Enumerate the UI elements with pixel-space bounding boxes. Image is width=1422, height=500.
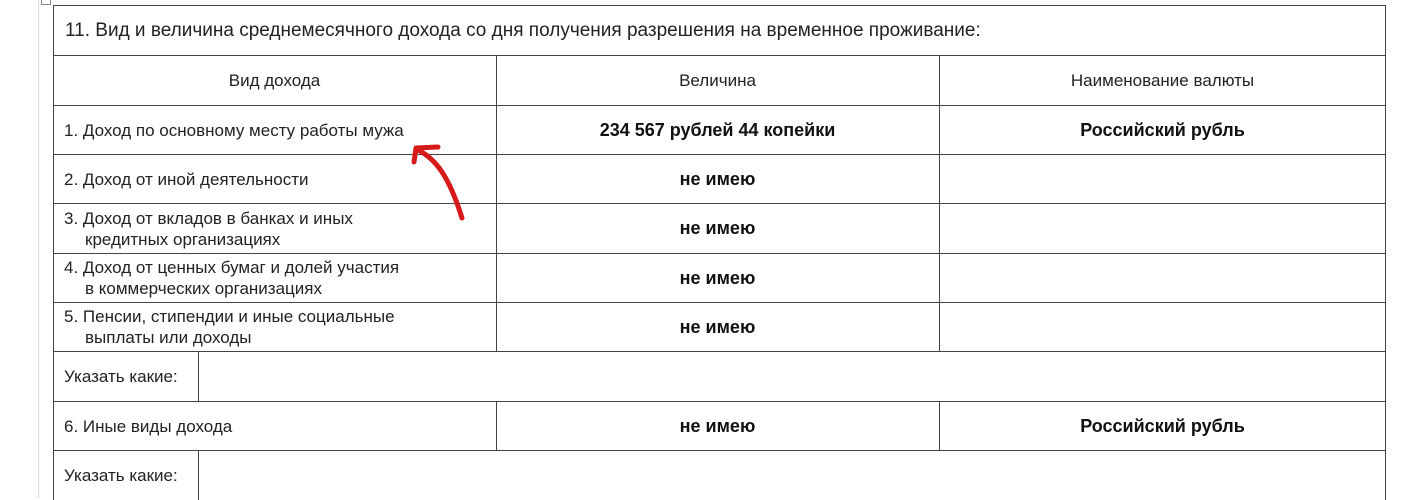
income-type-securities-line2: в коммерческих организациях bbox=[85, 279, 322, 298]
amount-securities[interactable]: не имею bbox=[679, 267, 756, 288]
anchor-icon bbox=[41, 0, 51, 5]
header-income-type: Вид дохода bbox=[228, 71, 321, 90]
income-type-pensions-line1: 5. Пенсии, стипендии и иные социальные bbox=[64, 307, 395, 326]
income-type-other-activity: 2. Доход от иной деятельности bbox=[64, 169, 309, 189]
specify-label-2: Указать какие: bbox=[64, 465, 178, 485]
income-type-deposits-line1: 3. Доход от вкладов в банках и иных bbox=[64, 208, 353, 228]
income-type-securities-line1: 4. Доход от ценных бумаг и долей участия bbox=[64, 258, 400, 277]
currency-other[interactable]: Российский рубль bbox=[1080, 415, 1245, 436]
header-currency: Наименование валюты bbox=[1070, 71, 1255, 90]
income-type-pensions-line2: выплаты или доходы bbox=[85, 328, 252, 347]
income-type-deposits-line2: кредитных организациях bbox=[85, 229, 281, 249]
currency-main-job[interactable]: Российский рубль bbox=[1080, 119, 1245, 140]
amount-other[interactable]: не имею bbox=[679, 415, 756, 436]
income-type-securities bbox=[53, 253, 496, 303]
specify-label-1: Указать какие: bbox=[64, 367, 178, 386]
red-arrow-icon bbox=[400, 138, 480, 228]
amount-deposits[interactable]: не имею bbox=[679, 218, 756, 238]
specify-field-2[interactable] bbox=[198, 450, 1386, 500]
section-title: 11. Вид и величина среднемесячного дохода со дня получения разрешения на временное проживание: bbox=[65, 20, 981, 41]
income-type-pensions bbox=[53, 302, 496, 352]
header-amount: Величина bbox=[679, 71, 756, 90]
income-type-other: 6. Иные виды дохода bbox=[64, 416, 233, 436]
currency-pensions[interactable] bbox=[939, 302, 1386, 352]
specify-field-1[interactable] bbox=[198, 351, 1386, 402]
amount-pensions[interactable]: не имею bbox=[679, 316, 756, 337]
currency-other-activity[interactable] bbox=[939, 154, 1386, 204]
currency-deposits[interactable] bbox=[939, 203, 1386, 254]
amount-other-activity[interactable]: не имею bbox=[679, 168, 756, 189]
income-type-main-job: 1. Доход по основному месту работы мужа bbox=[64, 120, 404, 140]
amount-main-job[interactable]: 234 567 рублей 44 копейки bbox=[599, 119, 836, 140]
page-edge-line bbox=[38, 0, 39, 498]
currency-securities[interactable] bbox=[939, 253, 1386, 303]
income-table bbox=[53, 5, 1386, 500]
